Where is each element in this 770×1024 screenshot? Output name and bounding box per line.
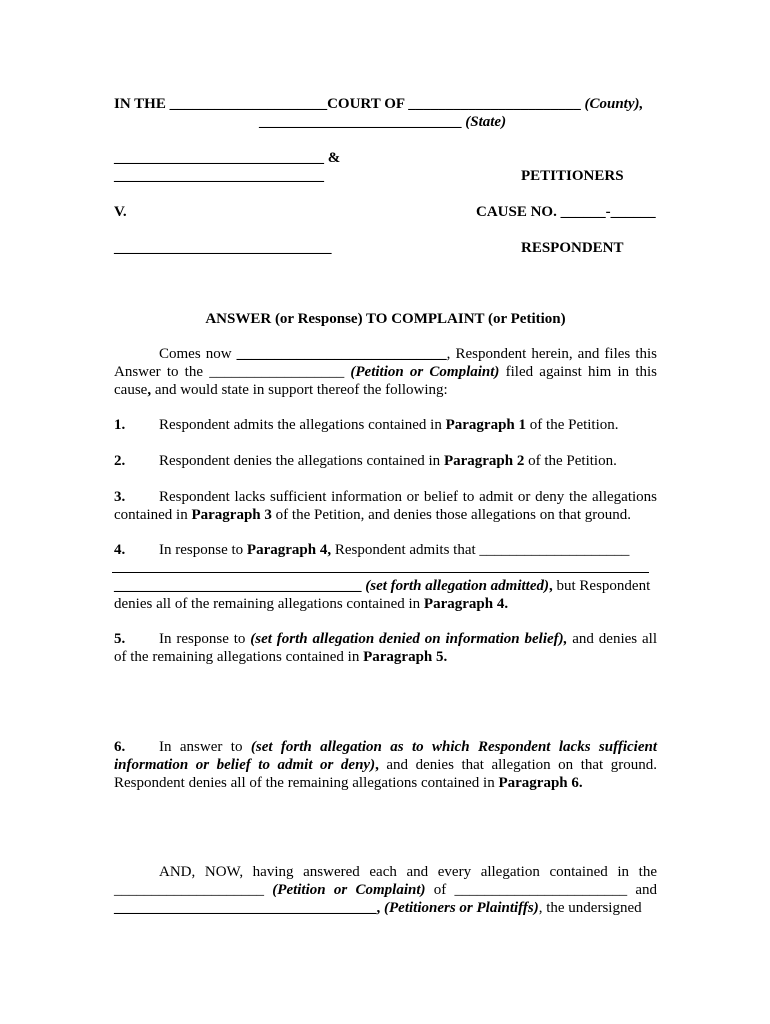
paragraph-4-continued: _________________________________ (set forth allegation admitted), but Respondent denies all of the remaining allegations contained in Paragraph 4. xyxy=(114,578,651,612)
paragraph-number: 5. xyxy=(114,631,126,647)
respondent-label: RESPONDENT xyxy=(521,240,624,256)
admitted-allegation-label: (set forth allegation admitted) xyxy=(365,578,549,594)
state-caption-line xyxy=(259,113,506,131)
petitioners-label: PETITIONERS xyxy=(521,168,624,184)
denied-allegation-label: (set forth allegation denied on information belief), xyxy=(250,631,568,647)
paragraph-4: 4. In response to Paragraph 4, Respondent admits that ____________________ xyxy=(114,542,630,558)
county-label: (County), xyxy=(584,96,644,112)
closing-petitioners-label: (Petitioners or Plaintiffs) xyxy=(384,900,539,916)
insufficient-info-label: (set forth allegation as to which Respondent lacks sufficient information or belief to admit or deny) xyxy=(114,739,657,773)
court-caption-text: IN THE _____________________COURT OF _______________________ xyxy=(114,96,585,112)
intro-paragraph: Comes now ____________________________, Respondent herein, and files this Answer to the __________________ (Petition or Complaint) filed against him in this cause, and would state in support thereof the following: xyxy=(114,346,657,398)
paragraph-number: 6. xyxy=(114,739,126,755)
allegation-blank-line xyxy=(112,572,649,573)
party-line-2: ____________________________ xyxy=(114,168,324,184)
paragraph-number: 2. xyxy=(114,453,126,469)
court-caption-line xyxy=(114,95,643,113)
paragraph-1: 1. Respondent admits the allegations contained in Paragraph 1 of the Petition. xyxy=(114,417,619,433)
intro-petition-label: (Petition or Complaint) xyxy=(350,364,500,380)
cause-number: CAUSE NO. ______-______ xyxy=(476,204,656,220)
closing-petition-label: (Petition or Complaint) xyxy=(272,882,426,898)
paragraph-number: 1. xyxy=(114,417,126,433)
document-title: ANSWER (or Response) TO COMPLAINT (or Petition) xyxy=(205,311,566,327)
paragraph-3: 3. Respondent lacks sufficient information or belief to admit or deny the allegations contained in Paragraph 3 of the Petition, and denies those allegations on that ground. xyxy=(114,489,657,523)
party-line-1: ____________________________ & xyxy=(114,150,341,166)
paragraph-number: 4. xyxy=(114,542,126,558)
paragraph-number: 3. xyxy=(114,489,126,505)
state-blank: ___________________________ xyxy=(259,114,466,130)
state-label: (State) xyxy=(465,114,507,130)
paragraph-5: 5. In response to (set forth allegation denied on information belief), and denies all of the remaining allegations contained in Paragraph 5. xyxy=(114,631,657,665)
paragraph-6: 6. In answer to (set forth allegation as to which Respondent lacks sufficient information or belief to admit or deny), and denies that allegation on that ground. Respondent denies all of the remaining allegations contained in Paragraph 6. xyxy=(114,739,657,791)
respondent-name-line: _____________________________ xyxy=(114,240,332,256)
versus-label: V. xyxy=(114,204,127,220)
closing-paragraph: AND, NOW, having answered each and every allegation contained in the ____________________ (Petition or Complaint) of _______________________ and ___________________________________, (Petitioners or Plaintiffs), the undersigned xyxy=(114,864,657,916)
paragraph-2: 2. Respondent denies the allegations contained in Paragraph 2 of the Petition. xyxy=(114,453,617,469)
intro-name-blank: ____________________________ xyxy=(236,346,447,362)
